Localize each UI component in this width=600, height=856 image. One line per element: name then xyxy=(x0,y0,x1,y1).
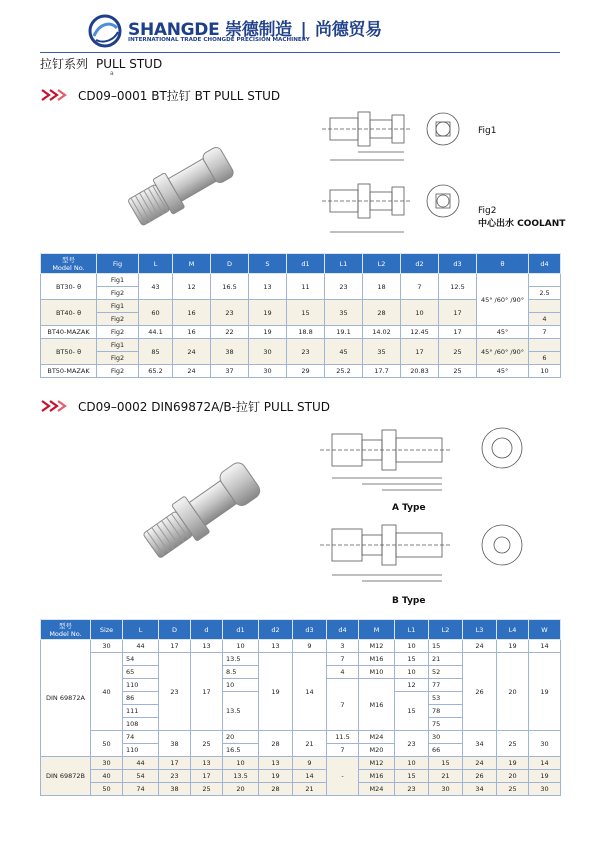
table-row: 111 78 xyxy=(41,705,561,718)
col-l3: L3 xyxy=(463,620,497,640)
b-type-label: B Type xyxy=(392,596,426,606)
col-l1: L1 xyxy=(395,620,429,640)
table-row: BT30- θ Fig1 43 12 16.5 13 11 23 18 7 12.5 45° /60° /90° xyxy=(41,274,561,287)
logo-text: SHANGDE xyxy=(128,20,220,40)
a-type-label: A Type xyxy=(392,503,426,513)
col-l: L xyxy=(123,620,159,640)
col-d3: d3 xyxy=(293,620,327,640)
col-d3: d3 xyxy=(439,254,477,274)
col-d: D xyxy=(211,254,249,274)
col-fig: Fig xyxy=(97,254,139,274)
table-row: 40 54 23 17 13.5 19 14 M16 15 21 26 20 19 xyxy=(41,770,561,783)
fig2-label: Fig2 xyxy=(478,206,497,216)
table-row: Fig2 4 xyxy=(41,313,561,326)
double-chevron-icon xyxy=(40,88,74,102)
section1-title xyxy=(40,87,280,104)
col-l4: L4 xyxy=(497,620,529,640)
col-l1: L1 xyxy=(325,254,363,274)
company-logo-icon xyxy=(88,14,122,48)
fig2-coolant-note: 中心出水 COOLANT xyxy=(478,219,566,229)
col-m: M xyxy=(359,620,395,640)
bt-pull-stud-table xyxy=(40,253,561,378)
table-row: DIN 69872B 30 44 17 13 10 13 9 - M12 10 15 24 19 14 xyxy=(41,757,561,770)
din-pull-stud-table xyxy=(40,619,561,796)
section1-title-text: CD09–0001 BT拉钉 BT PULL STUD xyxy=(78,89,281,103)
din-pull-stud-photo xyxy=(118,440,288,580)
col-s: S xyxy=(249,254,287,274)
brand-cn-1: 崇德制造 xyxy=(225,20,292,40)
fig1-label: Fig1 xyxy=(478,126,497,136)
col-l: L xyxy=(139,254,173,274)
table-row: Fig2 6 xyxy=(41,352,561,365)
col-d-upper: D xyxy=(159,620,191,640)
header-divider xyxy=(40,52,560,53)
table-row: BT50- θ Fig1 85 24 38 30 23 45 35 17 25 45° /60° /90° xyxy=(41,339,561,352)
col-size: Size xyxy=(91,620,123,640)
b-type-drawing xyxy=(312,515,542,597)
table-row: BT40-MAZAK Fig2 44.1 16 22 19 18.8 19.1 14.02 12.45 17 45° 7 xyxy=(41,326,561,339)
table-row: Fig2 2.5 xyxy=(41,287,561,300)
table-row: BT40- θ Fig1 60 16 23 19 15 35 28 10 17 xyxy=(41,300,561,313)
table-row: 86 13.5 15 53 xyxy=(41,692,561,705)
brand-header xyxy=(88,14,508,50)
table-row: 110 10 7 M16 12 77 xyxy=(41,679,561,692)
table-header-row xyxy=(41,254,561,274)
small-mark: a xyxy=(110,70,114,77)
brand-tagline: INTERNATIONAL TRADE CHONGDE PRECISION MACHINERY xyxy=(128,37,310,43)
col-l2: L2 xyxy=(429,620,463,640)
table-row: 108 75 xyxy=(41,718,561,731)
table-row: 65 8.5 4 M10 10 52 xyxy=(41,666,561,679)
col-w: W xyxy=(529,620,561,640)
fig1-drawing xyxy=(318,100,478,178)
col-l2: L2 xyxy=(363,254,401,274)
series-title-cn: 拉钉系列 xyxy=(40,57,89,71)
col-model: 型号 Model No. xyxy=(41,254,97,274)
col-d4: d4 xyxy=(529,254,561,274)
brand-separator: | xyxy=(300,20,307,40)
bt-pull-stud-photo xyxy=(100,125,260,250)
a-type-drawing xyxy=(312,420,542,502)
table-row: 50 74 38 25 20 28 21 11.5 M24 23 30 34 25 30 xyxy=(41,731,561,744)
fig2-drawing xyxy=(318,178,478,248)
table-row: DIN 69872A 30 44 17 13 10 13 9 3 M12 10 15 24 19 14 xyxy=(41,640,561,653)
series-title-en: PULL STUD xyxy=(96,57,163,71)
col-d4: d4 xyxy=(327,620,359,640)
col-d2: d2 xyxy=(401,254,439,274)
col-d1: d1 xyxy=(287,254,325,274)
section2-title xyxy=(40,398,330,415)
col-d2: d2 xyxy=(259,620,293,640)
brand-cn-2: 尚德贸易 xyxy=(315,20,382,40)
col-d: d xyxy=(191,620,223,640)
table-header-row xyxy=(41,620,561,640)
table-row: 110 16.5 7 M20 66 xyxy=(41,744,561,757)
col-theta: θ xyxy=(477,254,529,274)
table-row: BT50-MAZAK Fig2 65.2 24 37 30 29 25.2 17.7 20.83 25 45° 10 xyxy=(41,365,561,378)
table-row: 40 54 23 17 13.5 19 14 7 M16 15 21 26 20 19 xyxy=(41,653,561,666)
double-chevron-icon xyxy=(40,399,74,413)
col-d1: d1 xyxy=(223,620,259,640)
col-m: M xyxy=(173,254,211,274)
section2-title-text: CD09–0002 DIN69872A/B-拉钉 PULL STUD xyxy=(78,400,330,414)
series-title xyxy=(40,55,162,72)
col-model: 型号 Model No. xyxy=(41,620,91,640)
table-row: 50 74 38 25 20 28 21 M24 23 30 34 25 30 xyxy=(41,783,561,796)
